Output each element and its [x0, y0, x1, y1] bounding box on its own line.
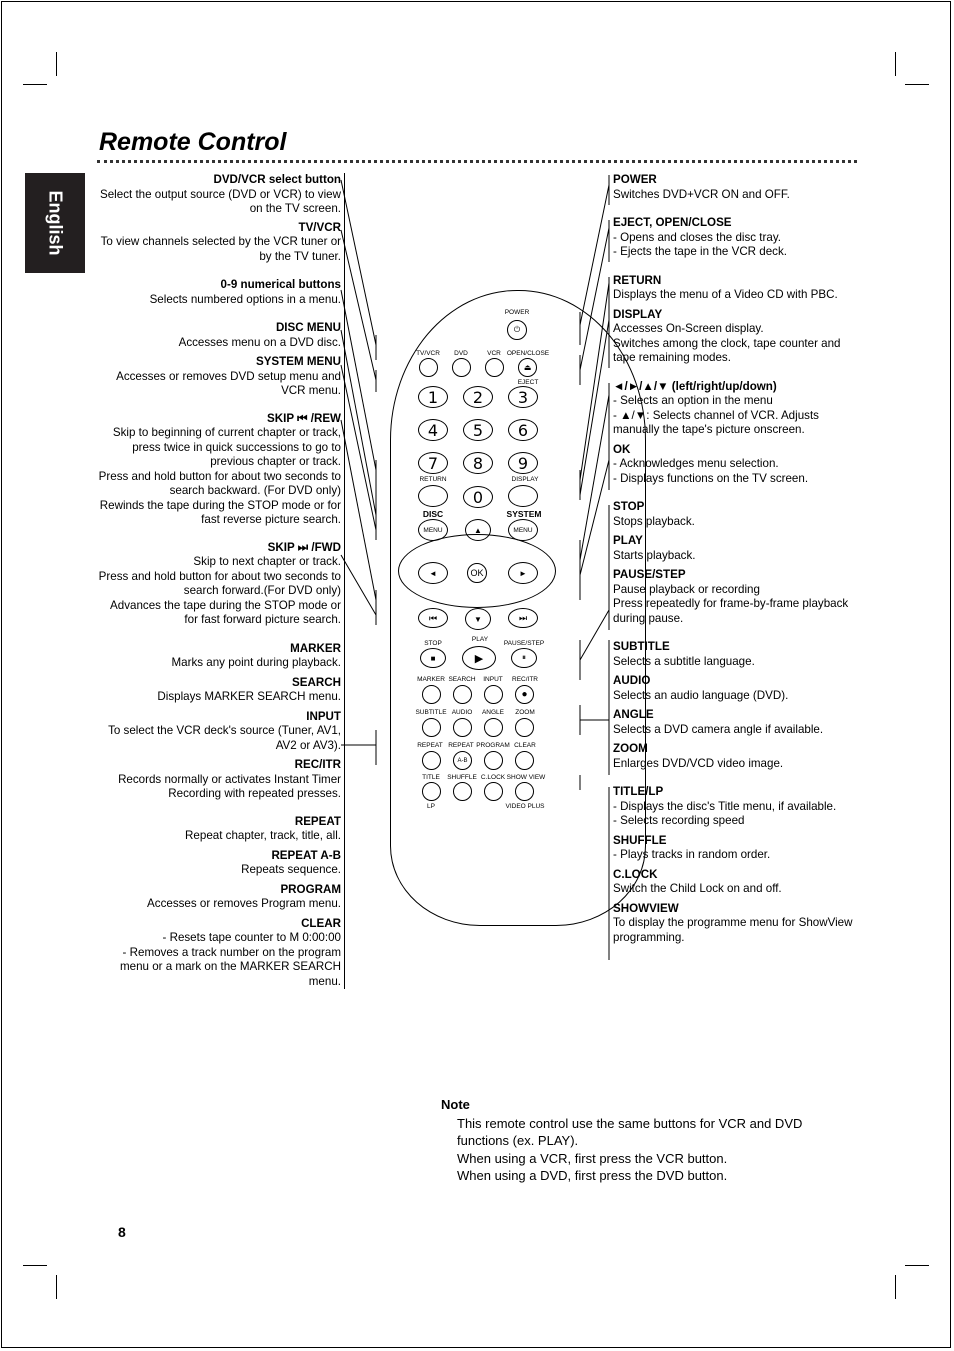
digit-5-button[interactable]: 5 — [463, 419, 493, 441]
desc-heading: PAUSE/STEP — [613, 568, 686, 581]
desc-heading: DISC MENU — [275, 321, 341, 334]
eject-button[interactable]: ⏏ — [518, 358, 537, 377]
desc-text: Accesses or removes DVD setup menu and VCR menu. — [116, 369, 341, 397]
desc-text: Records normally or activates Instant Timer Recording with repeated presses. — [118, 772, 341, 800]
desc-heading: SKIP ⏮ /REW — [267, 411, 341, 425]
desc-heading: EJECT, OPEN/CLOSE — [613, 216, 732, 229]
desc-text: Accesses On-Screen display. Switches among the clock, tape counter and tape remaining modes. — [613, 322, 841, 364]
desc-text: Selects a subtitle language. — [613, 654, 755, 668]
desc-heading: C.LOCK — [613, 867, 658, 881]
label-recitr: REC/ITR — [512, 676, 538, 683]
label-videoplus: VIDEO PLUS — [505, 803, 545, 810]
showview-button[interactable] — [515, 782, 534, 801]
label-angle: ANGLE — [481, 709, 505, 716]
desc-heading: ◄/►/▲/▼ (left/right/up/down) — [613, 379, 777, 393]
desc-text: Selects numbered options in a menu. — [149, 292, 341, 306]
desc-text: Repeat chapter, track, title, all. — [185, 829, 341, 842]
label-return: RETURN — [419, 476, 447, 483]
page-number: 8 — [118, 1224, 126, 1240]
label-tvvcr: TV/VCR — [416, 350, 440, 357]
desc-heading: SHUFFLE — [613, 833, 667, 847]
desc-heading: OK — [613, 442, 631, 456]
desc-heading: SHOWVIEW — [613, 901, 679, 915]
label-display: DISPLAY — [511, 476, 539, 483]
desc-heading: ZOOM — [613, 742, 648, 755]
digit-6-button[interactable]: 6 — [508, 419, 538, 441]
desc-heading: REC/ITR — [294, 758, 341, 771]
label-audio: AUDIO — [451, 709, 473, 716]
desc-text: Skip to beginning of current chapter or track, press twice in quick successions to go to previous chapter or track. Press and hold button for about two seconds to search backward. (For DVD only) Rewinds the tape during the STOP mode or for fast reverse picture search. — [98, 426, 341, 526]
desc-text: Skip to next chapter or track. Press and hold button for about two seconds to search forward.(For DVD only) Advances the tape during the STOP mode or for fast forward picture search. — [98, 555, 341, 626]
clear-button[interactable] — [515, 751, 534, 770]
program-button[interactable] — [484, 751, 503, 770]
label-power: POWER — [504, 309, 530, 316]
desc-heading: TV/VCR — [298, 220, 341, 234]
desc-text: - Opens and closes the disc tray. - Ejects the tape in the VCR deck. — [613, 230, 787, 258]
label-showview: SHOW VIEW — [506, 774, 546, 781]
desc-text: - Selects an option in the menu - ▲/▼: Selects channel of VCR. Adjusts manually the tape's picture onscreen. — [613, 394, 819, 436]
desc-heading: SUBTITLE — [613, 640, 670, 653]
label-pausestep: PAUSE/STEP — [503, 640, 545, 647]
digit-1-button[interactable]: 1 — [418, 386, 448, 408]
desc-text: Enlarges DVD/VCD video image. — [613, 756, 784, 770]
digit-0-button[interactable]: 0 — [463, 486, 493, 508]
label-zoom: ZOOM — [515, 709, 535, 716]
desc-text: Selects an audio language (DVD). — [613, 688, 789, 702]
desc-text: - Plays tracks in random order. — [613, 848, 771, 861]
dvd-button[interactable] — [452, 358, 471, 377]
label-play: PLAY — [471, 636, 489, 643]
digit-3-button[interactable]: 3 — [508, 386, 538, 408]
digit-4-button[interactable]: 4 — [418, 419, 448, 441]
desc-heading: DVD/VCR select button — [213, 173, 341, 186]
play-button[interactable]: ▶ — [462, 646, 496, 670]
title-lp-button[interactable] — [422, 782, 441, 801]
desc-heading: TITLE/LP — [613, 785, 664, 798]
label-clear: CLEAR — [514, 742, 536, 749]
desc-text: To display the programme menu for ShowView programming. — [613, 916, 853, 944]
desc-text: Displays the menu of a Video CD with PBC. — [613, 288, 838, 301]
label-dvd: DVD — [454, 350, 468, 357]
repeat-button[interactable] — [422, 751, 441, 770]
desc-heading: INPUT — [306, 709, 341, 723]
desc-text: Switch the Child Lock on and off. — [613, 882, 782, 895]
right-button[interactable]: ► — [508, 562, 538, 584]
clock-button[interactable] — [484, 782, 503, 801]
page-title: Remote Control — [99, 128, 287, 156]
desc-text: To view channels selected by the VCR tuner or by the TV tuner. — [100, 235, 341, 263]
pause-step-button[interactable]: ⏸ — [511, 648, 537, 668]
desc-text: Switches DVD+VCR ON and OFF. — [613, 187, 790, 201]
vcr-button[interactable] — [485, 358, 504, 377]
desc-text: Stops playback. — [613, 514, 695, 528]
desc-text: Starts playback. — [613, 548, 696, 562]
desc-heading: PROGRAM — [280, 882, 341, 896]
label-program: PROGRAM — [476, 742, 510, 749]
label-stop: STOP — [424, 640, 442, 647]
left-button[interactable]: ◄ — [418, 562, 448, 584]
desc-heading: RETURN — [613, 273, 662, 287]
disc-menu-button[interactable]: MENU — [418, 519, 448, 541]
stop-button[interactable]: ■ — [420, 648, 446, 668]
desc-text: Accesses menu on a DVD disc. — [178, 335, 341, 349]
desc-text: To select the VCR deck's source (Tuner, AV1, AV2 or AV3). — [108, 724, 341, 752]
audio-button[interactable] — [453, 718, 472, 737]
desc-text: Displays MARKER SEARCH menu. — [157, 690, 341, 703]
desc-heading: CLEAR — [301, 916, 341, 930]
language-tab-label: English — [45, 190, 66, 256]
return-button[interactable] — [418, 485, 448, 507]
label-subtitle: SUBTITLE — [415, 709, 447, 716]
desc-heading: SEARCH — [292, 675, 341, 689]
skip-rew-button[interactable]: ⏮ — [418, 608, 448, 628]
desc-text: - Resets tape counter to M 0:00:00 - Removes a track number on the program menu or a mark on the MARKER SEARCH menu. — [119, 931, 341, 988]
power-button[interactable]: ⏻ — [507, 320, 527, 340]
label-title: TITLE — [422, 774, 440, 781]
ok-button[interactable]: OK — [467, 563, 487, 583]
desc-heading: SYSTEM MENU — [255, 355, 341, 368]
desc-heading: 0-9 numerical buttons — [220, 278, 341, 291]
desc-heading: SKIP ⏭ /FWD — [267, 540, 341, 554]
note-text: This remote control use the same buttons for VCR and DVD functions (ex. PLAY). When using a VCR, first press the VCR button. When using a DVD, first press the DVD button. — [457, 1115, 803, 1183]
desc-heading: DISPLAY — [613, 307, 663, 321]
desc-text: - Displays the disc's Title menu, if available. - Selects recording speed — [613, 799, 837, 827]
shuffle-button[interactable] — [453, 782, 472, 801]
desc-text: Select the output source (DVD or VCR) to view on the TV screen. — [100, 187, 341, 215]
label-input: INPUT — [483, 676, 503, 683]
desc-heading: REPEAT A-B — [271, 848, 341, 862]
desc-heading: ANGLE — [613, 708, 654, 721]
search-button[interactable] — [453, 685, 472, 704]
desc-text: Selects a DVD camera angle if available. — [613, 722, 824, 736]
desc-heading: MARKER — [290, 641, 341, 655]
rec-itr-button[interactable]: ● — [515, 685, 534, 704]
label-shuffle: SHUFFLE — [447, 774, 477, 781]
desc-text: Marks any point during playback. — [171, 656, 341, 669]
digit-9-button[interactable]: 9 — [508, 452, 538, 474]
desc-heading: POWER — [613, 173, 657, 186]
desc-text: Pause playback or recording Press repeatedly for frame-by-frame playback during pause. — [613, 582, 849, 625]
desc-heading: PLAY — [613, 534, 643, 547]
label-repeat: REPEAT — [417, 742, 443, 749]
zoom-button[interactable] — [515, 718, 534, 737]
display-button[interactable] — [508, 485, 538, 507]
marker-button[interactable] — [422, 685, 441, 704]
label-marker: MARKER — [417, 676, 445, 683]
desc-text: - Acknowledges menu selection. - Displays functions on the TV screen. — [613, 457, 809, 485]
desc-heading: AUDIO — [613, 674, 651, 687]
input-button[interactable] — [484, 685, 503, 704]
label-search: SEARCH — [448, 676, 476, 683]
label-lp: LP — [427, 803, 435, 810]
desc-heading: STOP — [613, 500, 645, 513]
remote-illustration — [390, 290, 648, 930]
down-button[interactable]: ▼ — [465, 608, 491, 630]
label-system: SYSTEM — [506, 509, 542, 519]
system-menu-button[interactable]: MENU — [508, 519, 538, 541]
note-section — [441, 1096, 831, 1185]
label-repeat-ab: REPEAT — [448, 742, 474, 749]
repeat-ab-button[interactable]: A-B — [453, 751, 472, 770]
desc-text: Accesses or removes Program menu. — [147, 897, 341, 910]
angle-button[interactable] — [484, 718, 503, 737]
desc-heading: REPEAT — [294, 814, 341, 828]
label-openclose: OPEN/CLOSE — [506, 350, 550, 357]
digit-8-button[interactable]: 8 — [463, 452, 493, 474]
tvvcr-button[interactable] — [419, 358, 438, 377]
digit-7-button[interactable]: 7 — [418, 452, 448, 474]
label-vcr: VCR — [487, 350, 501, 357]
note-heading: Note — [441, 1097, 470, 1112]
subtitle-button[interactable] — [422, 718, 441, 737]
up-button[interactable]: ▲ — [465, 519, 491, 541]
label-disc: DISC — [422, 509, 444, 519]
label-clock: C.LOCK — [480, 774, 506, 781]
digit-2-button[interactable]: 2 — [463, 386, 493, 408]
label-eject: EJECT — [517, 379, 539, 386]
desc-text: Repeats sequence. — [241, 863, 341, 876]
skip-fwd-button[interactable]: ⏭ — [508, 608, 538, 628]
